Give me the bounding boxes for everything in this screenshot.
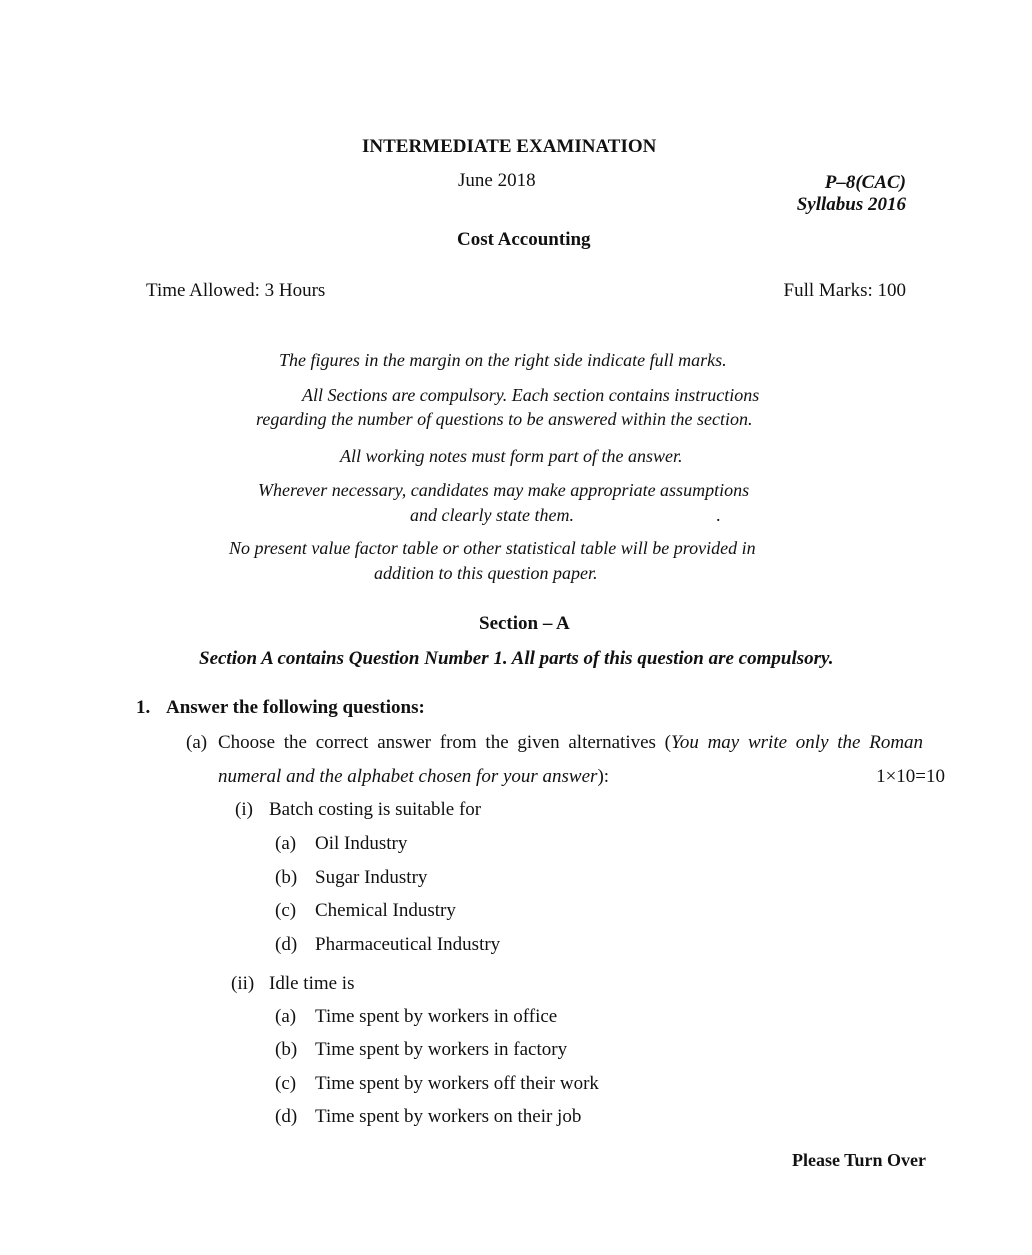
please-turn-over: Please Turn Over	[792, 1150, 926, 1170]
option-item	[275, 1106, 581, 1128]
part-a-marks: 1×10=10	[876, 766, 945, 787]
option-item	[275, 900, 456, 922]
part-a-text-italic: You may write only the Roman	[671, 732, 924, 753]
option-label: (b)	[275, 867, 298, 888]
subquestion-label: (ii)	[231, 973, 255, 994]
stray-dot: .	[716, 505, 721, 525]
section-title: Section – A	[479, 613, 570, 634]
instruction-assumptions-2: and clearly state them.	[410, 505, 574, 525]
part-a-text-plain: Choose the correct answer from the given alternatives (	[218, 732, 672, 753]
option-label: (c)	[275, 900, 297, 921]
option-label: (d)	[275, 1106, 298, 1127]
part-a-label: (a)	[186, 732, 208, 753]
instruction-working-notes: All working notes must form part of the answer.	[340, 446, 683, 466]
option-label: (c)	[275, 1073, 297, 1094]
exam-title: INTERMEDIATE EXAMINATION	[362, 136, 657, 157]
instruction-compulsory-2: regarding the number of questions to be answered within the section.	[256, 409, 753, 429]
option-label: (a)	[275, 1006, 297, 1027]
subquestion-ii	[231, 973, 354, 995]
subquestion-i	[235, 799, 481, 821]
option-text: Pharmaceutical Industry	[315, 934, 501, 955]
option-text: Time spent by workers in office	[315, 1006, 558, 1027]
part-a-text-line2	[218, 766, 609, 788]
option-text: Time spent by workers on their job	[315, 1106, 582, 1127]
instruction-tables-1: No present value factor table or other statistical table will be provided in	[229, 538, 756, 558]
option-label: (b)	[275, 1039, 298, 1060]
time-allowed: Time Allowed: 3 Hours	[146, 280, 326, 301]
option-text: Sugar Industry	[315, 867, 428, 888]
question-prompt: Answer the following questions:	[166, 697, 425, 718]
syllabus: Syllabus 2016	[796, 194, 906, 215]
option-item	[275, 1006, 557, 1028]
option-text: Time spent by workers in factory	[315, 1039, 568, 1060]
instruction-compulsory-1: All Sections are compulsory. Each section contains instructions	[302, 385, 760, 405]
option-item	[275, 867, 427, 889]
subquestion-label: (i)	[235, 799, 253, 820]
subquestion-text: Batch costing is suitable for	[269, 799, 482, 820]
option-text: Oil Industry	[315, 833, 408, 854]
question-number: 1.	[136, 697, 151, 718]
full-marks: Full Marks: 100	[783, 280, 906, 301]
subquestion-text: Idle time is	[269, 973, 355, 994]
option-item	[275, 934, 500, 956]
instruction-marks: The figures in the margin on the right side indicate full marks.	[279, 350, 727, 370]
part-a-text-tail: ):	[597, 766, 610, 787]
instruction-assumptions-1: Wherever necessary, candidates may make appropriate assumptions	[258, 480, 750, 500]
option-item	[275, 1073, 599, 1095]
paper-code: P–8(CAC)	[824, 172, 906, 193]
option-item	[275, 1039, 567, 1061]
option-text: Chemical Industry	[315, 900, 456, 921]
section-note: Section A contains Question Number 1. All parts of this question are compulsory.	[199, 648, 834, 669]
part-a-text-italic-2: numeral and the alphabet chosen for your answer	[218, 766, 598, 787]
exam-session: June 2018	[458, 170, 536, 191]
part-a-text	[218, 732, 923, 754]
option-item	[275, 833, 407, 855]
option-label: (d)	[275, 934, 298, 955]
option-text: Time spent by workers off their work	[315, 1073, 599, 1094]
option-label: (a)	[275, 833, 297, 854]
instruction-tables-2: addition to this question paper.	[374, 563, 598, 583]
subject-title: Cost Accounting	[457, 229, 591, 250]
